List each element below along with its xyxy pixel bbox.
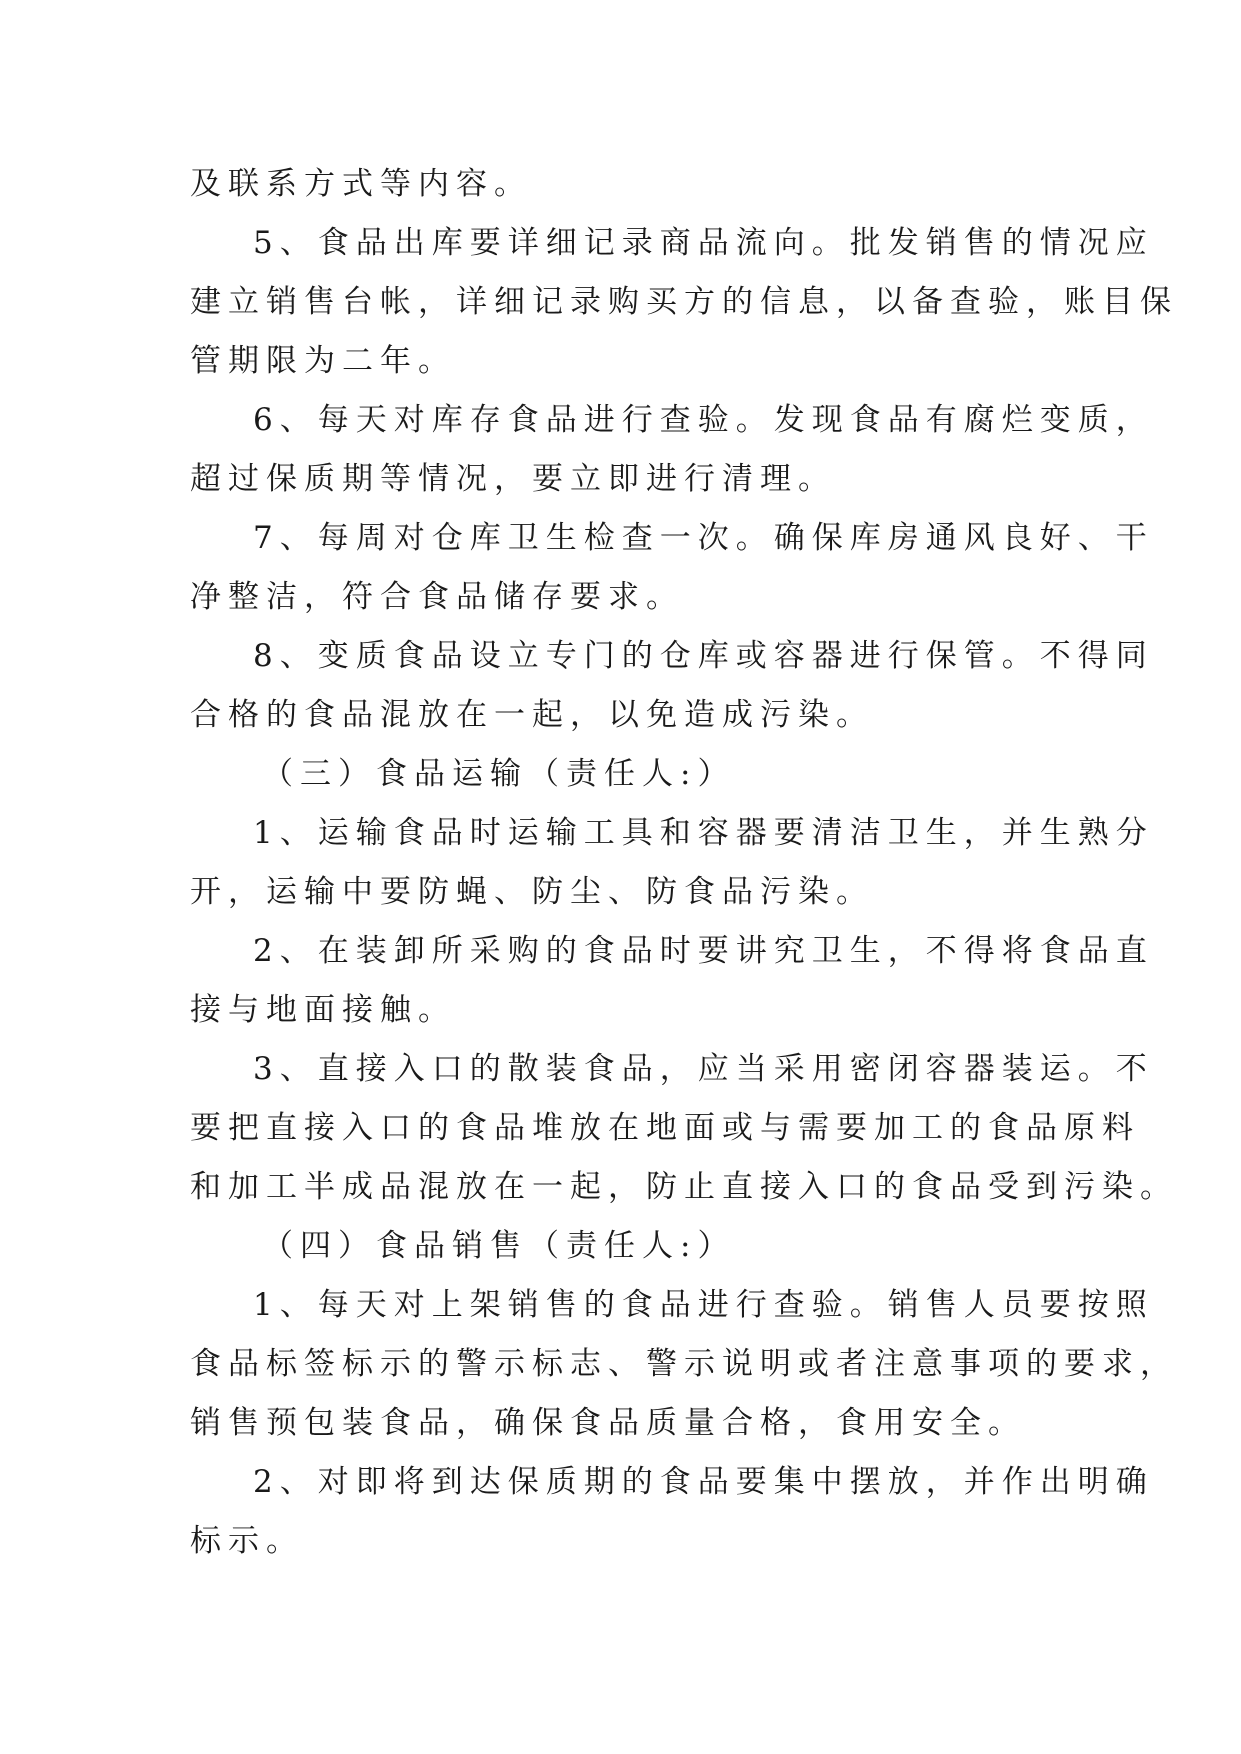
text-line: 销售预包装食品，确保食品质量合格，食用安全。 <box>190 1405 1026 1441</box>
text-line: 标示。 <box>190 1523 304 1559</box>
text-line: 接与地面接触。 <box>190 992 456 1028</box>
text-line: 和加工半成品混放在一起，防止直接入口的食品受到污染。 <box>190 1169 1178 1205</box>
text-line: 合格的食品混放在一起，以免造成污染。 <box>190 697 874 733</box>
item-5-line: 5、食品出库要详细记录商品流向。批发销售的情况应 <box>253 225 1154 261</box>
item-1-line: 1、每天对上架销售的食品进行查验。销售人员要按照 <box>253 1287 1154 1323</box>
text-line: 开，运输中要防蝇、防尘、防食品污染。 <box>190 874 874 910</box>
item-2-line: 2、对即将到达保质期的食品要集中摆放，并作出明确 <box>253 1464 1154 1500</box>
section-heading-4: （四）食品销售（责任人:） <box>262 1228 736 1264</box>
text-line: 建立销售台帐，详细记录购买方的信息，以备查验，账目保 <box>190 284 1178 320</box>
text-line: 超过保质期等情况，要立即进行清理。 <box>190 461 836 497</box>
item-8-line: 8、变质食品设立专门的仓库或容器进行保管。不得同 <box>253 638 1154 674</box>
item-1-line: 1、运输食品时运输工具和容器要清洁卫生，并生熟分 <box>253 815 1154 851</box>
text-line: 及联系方式等内容。 <box>190 166 532 202</box>
item-7-line: 7、每周对仓库卫生检查一次。确保库房通风良好、干 <box>253 520 1154 556</box>
text-line: 净整洁，符合食品储存要求。 <box>190 579 684 615</box>
item-2-line: 2、在装卸所采购的食品时要讲究卫生，不得将食品直 <box>253 933 1154 969</box>
section-heading-3: （三）食品运输（责任人:） <box>262 756 736 792</box>
text-line: 要把直接入口的食品堆放在地面或与需要加工的食品原料 <box>190 1110 1140 1146</box>
text-line: 食品标签标示的警示标志、警示说明或者注意事项的要求， <box>190 1346 1178 1382</box>
text-line: 管期限为二年。 <box>190 343 456 379</box>
item-3-line: 3、直接入口的散装食品，应当采用密闭容器装运。不 <box>253 1051 1154 1087</box>
item-6-line: 6、每天对库存食品进行查验。发现食品有腐烂变质， <box>253 402 1154 438</box>
